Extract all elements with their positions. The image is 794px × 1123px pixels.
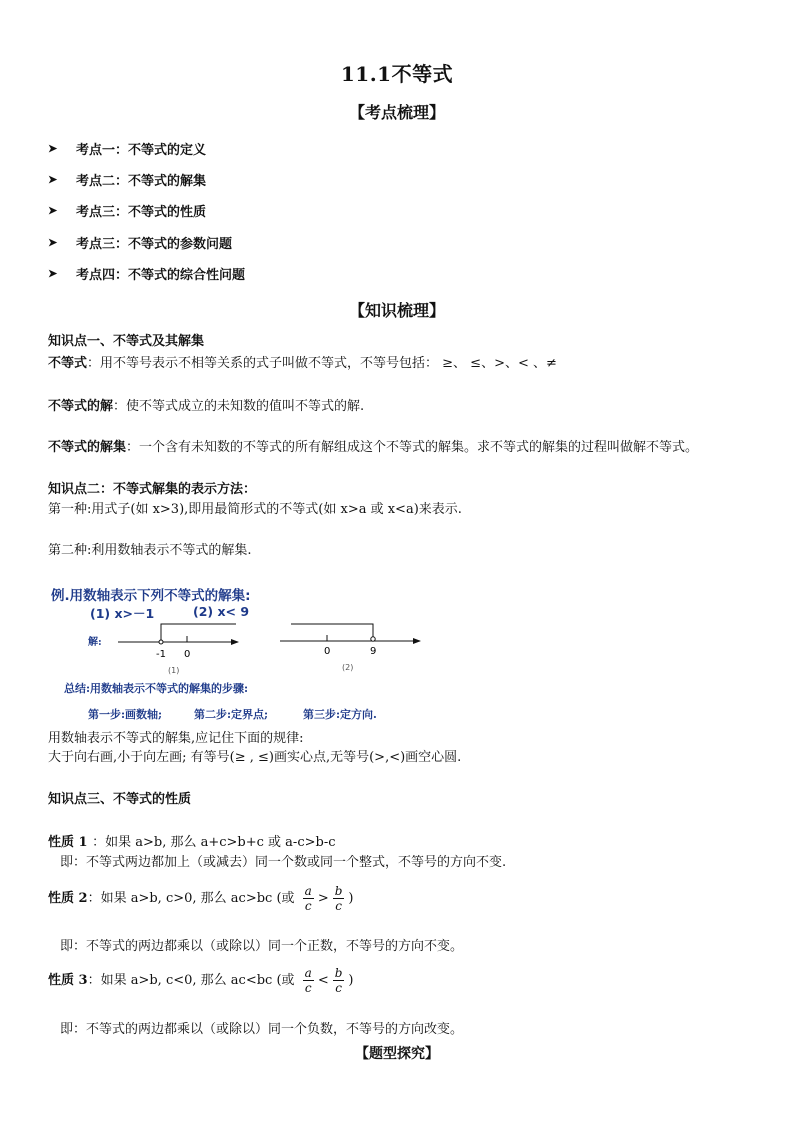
arrow-bullet-icon: ➤	[48, 267, 58, 280]
solution-ray-2	[291, 624, 373, 638]
open-circle-point	[159, 640, 163, 644]
step-three: 第三步:定方向.	[303, 708, 377, 721]
solution-ray-1	[161, 624, 236, 636]
example-question-1: (1) x>－1	[90, 606, 155, 621]
zs1-heading: 知识点一、不等式及其解集	[48, 334, 205, 349]
step-two: 第二步:定界点;	[194, 708, 269, 721]
property-1: 性质 1 ：如果 a>b, 那么 a+c>b+c 或 a-c>b-c	[48, 835, 336, 850]
property-1-note: 即：不等式两边都加上（或减去）同一个数或同一个整式，不等号的方向不变.	[60, 855, 507, 870]
solution-line: 不等式的解：使不等式成立的未知数的值叫不等式的解.	[48, 399, 365, 414]
zs2-heading: 知识点二：不等式解集的表示方法：	[48, 482, 257, 497]
number-line-example	[48, 578, 448, 723]
summary-line: 总结:用数轴表示不等式的解集的步骤:	[64, 682, 249, 695]
section-kaodian-heading: 【考点梳理】	[348, 103, 445, 122]
tick-label: -1	[156, 649, 166, 660]
tick-label: 9	[370, 646, 377, 657]
arrow-bullet-icon: ➤	[48, 204, 58, 217]
kaodian-item: ➤ 考点二：不等式的解集	[48, 173, 207, 189]
arrow-bullet-icon: ➤	[48, 236, 58, 249]
arrow-bullet-icon: ➤	[48, 173, 58, 186]
kaodian-item: ➤ 考点四：不等式的综合性问题	[48, 267, 246, 283]
section-tixing-heading: 【题型探究】	[355, 1046, 439, 1062]
fraction-b-over-c: $\frac{b}{c}$	[334, 884, 343, 913]
property-3-note: 即：不等式的两边都乘以（或除以）同一个负数，不等号的方向改变。	[60, 1022, 464, 1037]
property-2: 性质 2：如果 a>b, c>0, 那么 ac>bc (或 $\frac{a}{c}$ > $\frac{b}{c}$ )	[48, 884, 354, 913]
tick-label: 0	[184, 649, 191, 660]
property-3: 性质 3：如果 a>b, c<0, 那么 ac<bc (或 $\frac{a}{c}$ < $\frac{b}{c}$ )	[48, 966, 354, 995]
fraction-b-over-c: $\frac{b}{c}$	[334, 966, 343, 995]
open-circle-point	[371, 637, 375, 641]
solution-label: 解:	[88, 637, 102, 648]
figure-label-2: (2)	[342, 663, 354, 672]
example-title: 例.用数轴表示下列不等式的解集:	[51, 588, 251, 604]
solution-set-line: 不等式的解集：一个含有未知数的不等式的所有解组成这个不等式的解集。求不等式的解集的过程叫做解不等式。	[48, 440, 699, 455]
method-one: 第一种:用式子(如 x>3),即用最简形式的不等式(如 x>a 或 x<a)来表示.	[48, 502, 462, 517]
arrow-bullet-icon: ➤	[48, 142, 58, 155]
figure-label-1: (1)	[168, 666, 180, 675]
tick-label: 0	[324, 646, 331, 657]
rule-line-2: 大于向右画,小于向左画; 有等号(≥ , ≤)画实心点,无等号(>,<)画空心圆.	[48, 750, 462, 765]
method-two: 第二种:利用数轴表示不等式的解集.	[48, 543, 252, 558]
example-question-2: (2) x< 9	[193, 604, 250, 619]
step-one: 第一步:画数轴;	[88, 708, 163, 721]
fraction-a-over-c: $\frac{a}{c}$	[304, 884, 312, 913]
kaodian-item: ➤ 考点一：不等式的定义	[48, 142, 207, 158]
number-lines-figure	[48, 578, 448, 678]
kaodian-item: ➤ 考点三：不等式的参数问题	[48, 236, 233, 252]
definition-line: 不等式：用不等号表示不相等关系的式子叫做不等式，不等号包括： ≥、 ≤、>、< 、≠	[48, 356, 557, 371]
section-zhishi-heading: 【知识梳理】	[348, 301, 445, 320]
kaodian-item: ➤ 考点三：不等式的性质	[48, 204, 207, 220]
property-2-note: 即：不等式的两边都乘以（或除以）同一个正数，不等号的方向不变。	[60, 939, 464, 954]
zs3-heading: 知识点三、不等式的性质	[48, 792, 192, 807]
page-title: 11.1不等式	[340, 62, 454, 86]
rule-line-1: 用数轴表示不等式的解集,应记住下面的规律:	[48, 731, 304, 746]
fraction-a-over-c: $\frac{a}{c}$	[304, 966, 312, 995]
